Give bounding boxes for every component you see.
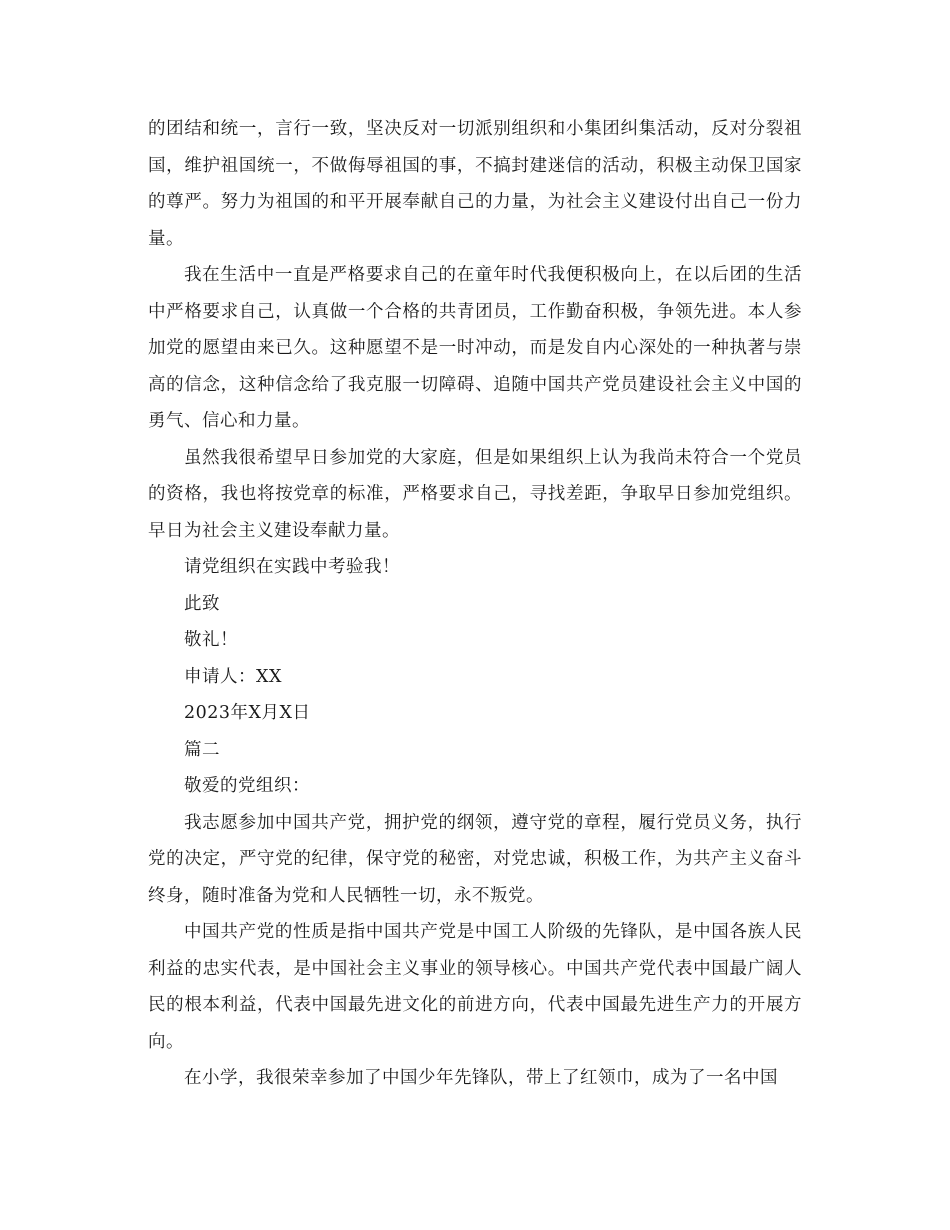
applicant-name: 申请人：XX xyxy=(184,666,282,687)
closing-request: 请党组织在实践中考验我！ xyxy=(184,557,400,577)
salutation-jingli: 敬礼！ xyxy=(184,630,238,650)
document-page xyxy=(148,111,802,1097)
application-date: 2023年X月X日 xyxy=(184,703,311,723)
paragraph-life-requirements: 我在生活中一直是严格要求自己的在童年时代我便积极向上，在以后团的生活中严格要求自己，认真做一个合格的共青团员，工作勤奋积极，争领先进。本人参加党的愿望由来已久。这种愿望不是一时冲动，而是发自内心深处的一种执著与崇高的信念，这种信念给了我克服一切障碍、追随中国共产党员建设社会主义中国的勇气、信心和力量。 xyxy=(148,265,802,431)
section-heading: 篇二 xyxy=(184,739,220,760)
paragraph-hope-to-join: 虽然我很希望早日参加党的大家庭，但是如果组织上认为我尚未符合一个党员的资格，我也将按党章的标准，严格要求自己，寻找差距，争取早日参加党组织。早日为社会主义建设奉献力量。 xyxy=(148,447,802,541)
paragraph-primary-school: 在小学，我很荣幸参加了中国少年先锋队，带上了红领巾，成为了一名中国 xyxy=(184,1068,778,1088)
paragraph-party-nature: 中国共产党的性质是指中国共产党是中国工人阶级的先锋队，是中国各族人民利益的忠实代表，是中国社会主义事业的领导核心。中国共产党代表中国最广阔人民的根本利益，代表中国最先进文化的前进方向，代表中国最先进生产力的开展方向。 xyxy=(148,922,802,1052)
salutation-cizhi: 此致 xyxy=(184,593,220,614)
paragraph-pledge: 我志愿参加中国共产党，拥护党的纲领，遵守党的章程，履行党员义务，执行党的决定，严守党的纪律，保守党的秘密，对党忠诚，积极工作，为共产主义奋斗终身，随时准备为党和人民牺牲一切，永不叛党。 xyxy=(148,812,802,906)
paragraph-continuation: 的团结和统一，言行一致，坚决反对一切派别组织和小集团纠集活动，反对分裂祖国，维护祖国统一，不做侮辱祖国的事，不搞封建迷信的活动，积极主动保卫国家的尊严。努力为祖国的和平开展奉献自己的力量，为社会主义建设付出自己一份力量。 xyxy=(148,119,802,249)
greeting: 敬爱的党组织： xyxy=(184,776,310,796)
